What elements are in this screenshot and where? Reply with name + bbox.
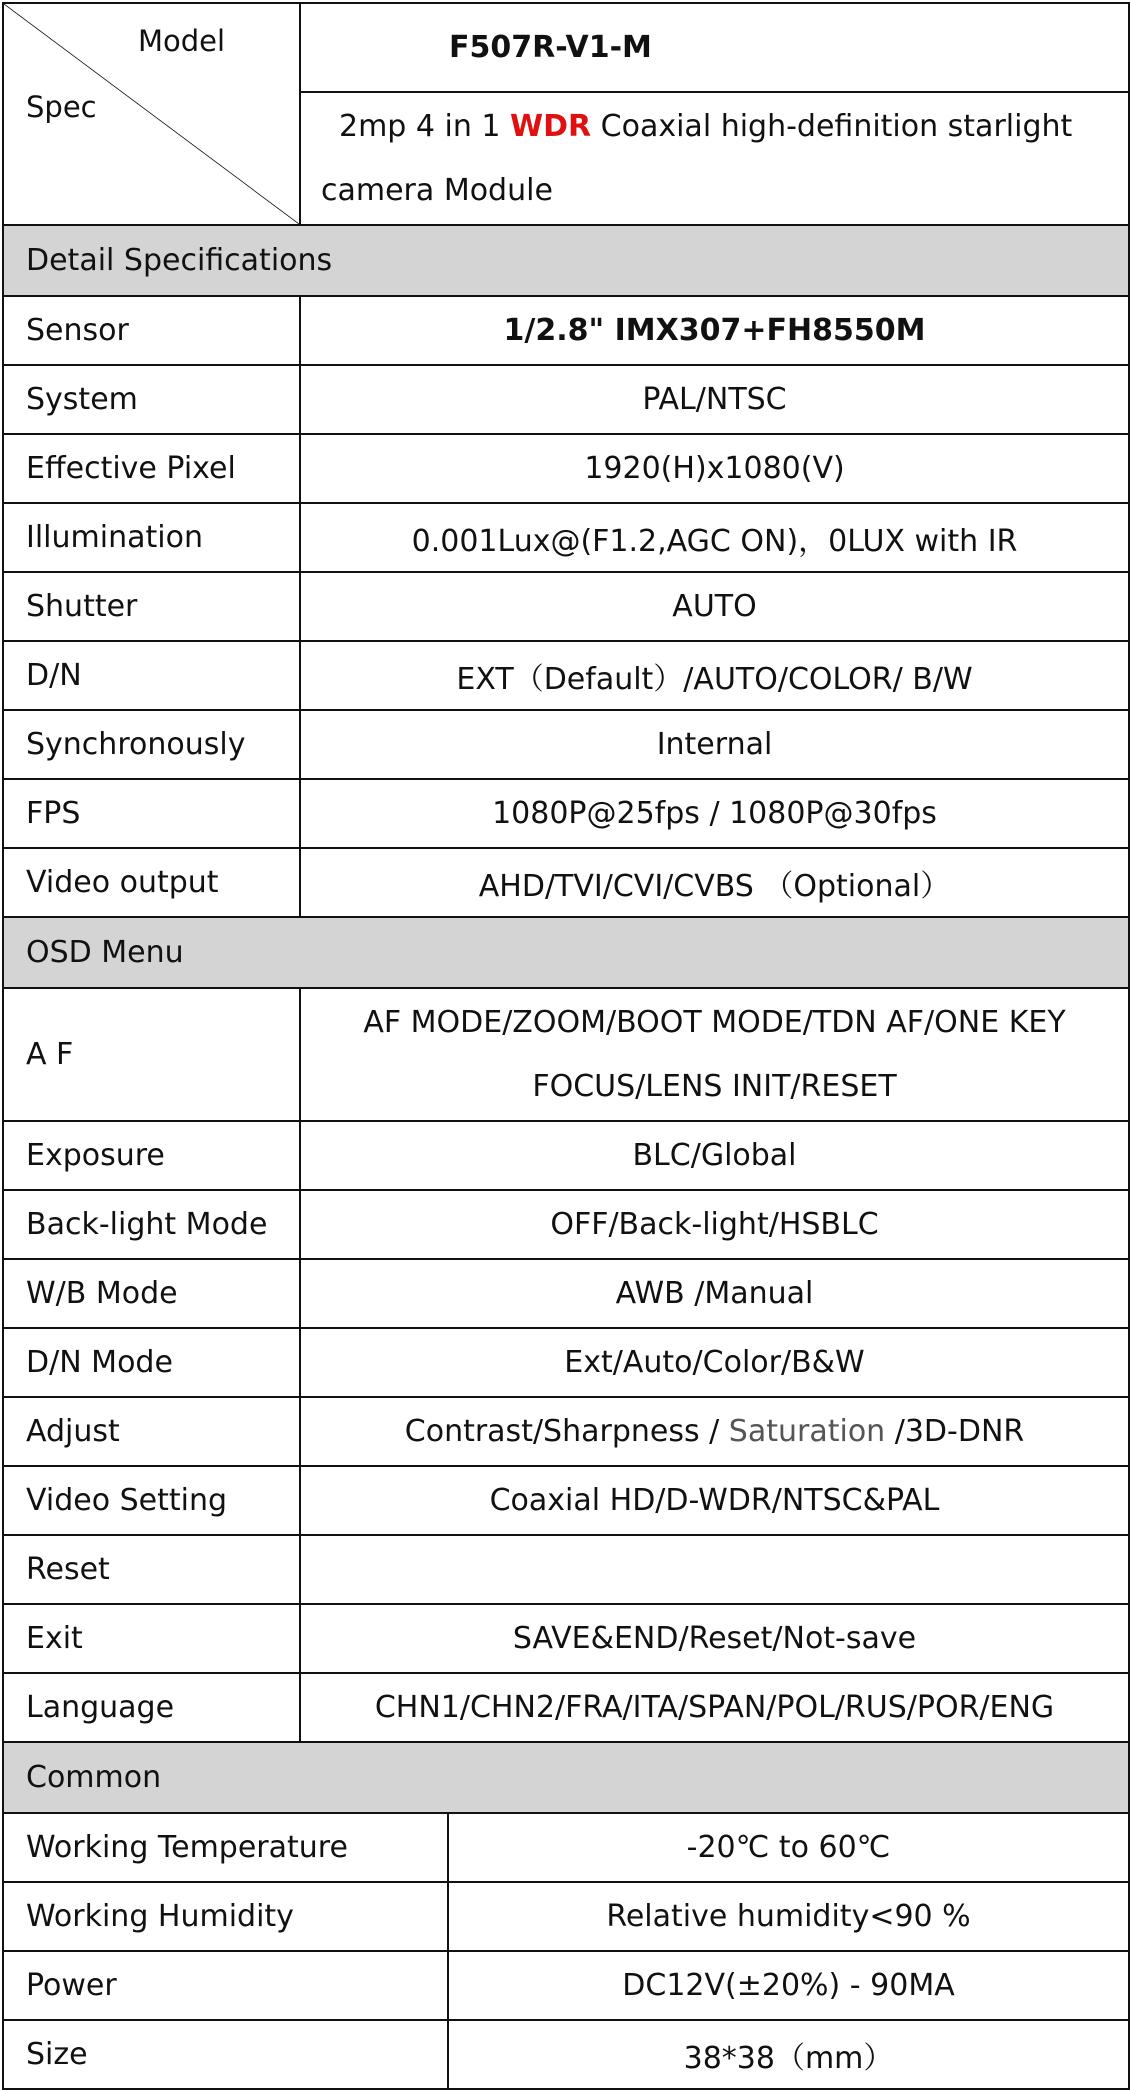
spec-label: D/N [3,641,300,710]
spec-label: Size [3,2020,448,2089]
spec-value: AHD/TVI/CVI/CVBS （Optional） [300,848,1129,917]
spec-label: Language [3,1673,300,1742]
table-row [3,1813,1129,1882]
spec-value: 0.001Lux@(F1.2,AGC ON)，0LUX with IR [300,503,1129,572]
spec-label: Sensor [3,296,300,365]
table-row [3,2020,1129,2089]
spec-value-part: Saturation [728,1414,886,1449]
spec-table [2,2,1130,2090]
spec-value: AF MODE/ZOOM/BOOT MODE/TDN AF/ONE KEY FOCUS/LENS INIT/RESET [300,988,1129,1121]
spec-label: FPS [3,779,300,848]
spec-value-part: Contrast/Sharpness / [404,1414,729,1449]
spec-value: OFF/Back-light/HSBLC [300,1190,1129,1259]
table-row [3,1259,1129,1328]
spec-label: W/B Mode [3,1259,300,1328]
table-row [3,1190,1129,1259]
section-detail [3,225,1129,296]
section-common [3,1742,1129,1813]
spec-value: Coaxial HD/D-WDR/NTSC&PAL [300,1466,1129,1535]
spec-value: Relative humidity<90 % [448,1882,1129,1951]
spec-label: Adjust [3,1397,300,1466]
spec-value-part: /3D-DNR [885,1414,1025,1449]
spec-value [300,1397,1129,1466]
table-row [3,1397,1129,1466]
common-rows [3,1813,1129,2089]
spec-value: 1/2.8" IMX307+FH8550M [300,296,1129,365]
spec-label: Reset [3,1535,300,1604]
spec-value: Ext/Auto/Color/B&W [300,1328,1129,1397]
spec-label: Exposure [3,1121,300,1190]
spec-value: EXT（Default）/AUTO/COLOR/ B/W [300,641,1129,710]
spec-label: Illumination [3,503,300,572]
osd-rows [3,988,1129,1742]
section-title: OSD Menu [3,917,1129,988]
spec-value: BLC/Global [300,1121,1129,1190]
spec-label: System [3,365,300,434]
table-row [3,1951,1129,2020]
spec-label: Power [3,1951,448,2020]
spec-label: Exit [3,1604,300,1673]
spec-label: Video output [3,848,300,917]
spec-label: Effective Pixel [3,434,300,503]
spec-value: CHN1/CHN2/FRA/ITA/SPAN/POL/RUS/POR/ENG [300,1673,1129,1742]
product-description [300,92,1129,225]
table-row [3,641,1129,710]
model-spec-diagonal-cell [3,3,300,225]
table-row [3,779,1129,848]
table-row [3,572,1129,641]
table-row [3,1466,1129,1535]
section-title: Common [3,1742,1129,1813]
table-row [3,1535,1129,1604]
table-row [3,1882,1129,1951]
spec-value: DC12V(±20%) - 90MA [448,1951,1129,2020]
table-row [3,1673,1129,1742]
description-highlight: WDR [510,108,592,144]
spec-value: -20℃ to 60℃ [448,1813,1129,1882]
header-row [3,3,1129,92]
table-row [3,1328,1129,1397]
table-row [3,1604,1129,1673]
section-title: Detail Specifications [3,225,1129,296]
section-osd [3,917,1129,988]
description-pre: 2mp 4 in 1 [339,108,511,144]
table-row [3,296,1129,365]
table-row [3,988,1129,1121]
spec-label: A F [3,988,300,1121]
spec-value: 38*38（mm） [448,2020,1129,2089]
detail-rows [3,296,1129,917]
spec-label: Back-light Mode [3,1190,300,1259]
table-row [3,1121,1129,1190]
spec-value: SAVE&END/Reset/Not-save [300,1604,1129,1673]
spec-label: Spec [26,90,97,124]
table-row [3,503,1129,572]
table-row [3,710,1129,779]
spec-label: Video Setting [3,1466,300,1535]
spec-value [300,1535,1129,1604]
spec-label: D/N Mode [3,1328,300,1397]
spec-value: PAL/NTSC [300,365,1129,434]
table-row [3,848,1129,917]
description-post: Coaxial high-definition starlight camera Module [321,108,1073,208]
spec-value: AWB /Manual [300,1259,1129,1328]
spec-value: AUTO [300,572,1129,641]
spec-label: Synchronously [3,710,300,779]
model-label: Model [138,24,226,58]
spec-label: Shutter [3,572,300,641]
spec-value: 1080P@25fps / 1080P@30fps [300,779,1129,848]
spec-label: Working Humidity [3,1882,448,1951]
spec-value: Internal [300,710,1129,779]
table-row [3,365,1129,434]
spec-value: 1920(H)x1080(V) [300,434,1129,503]
table-row [3,434,1129,503]
model-number: F507R-V1-M [300,3,1129,92]
spec-label: Working Temperature [3,1813,448,1882]
